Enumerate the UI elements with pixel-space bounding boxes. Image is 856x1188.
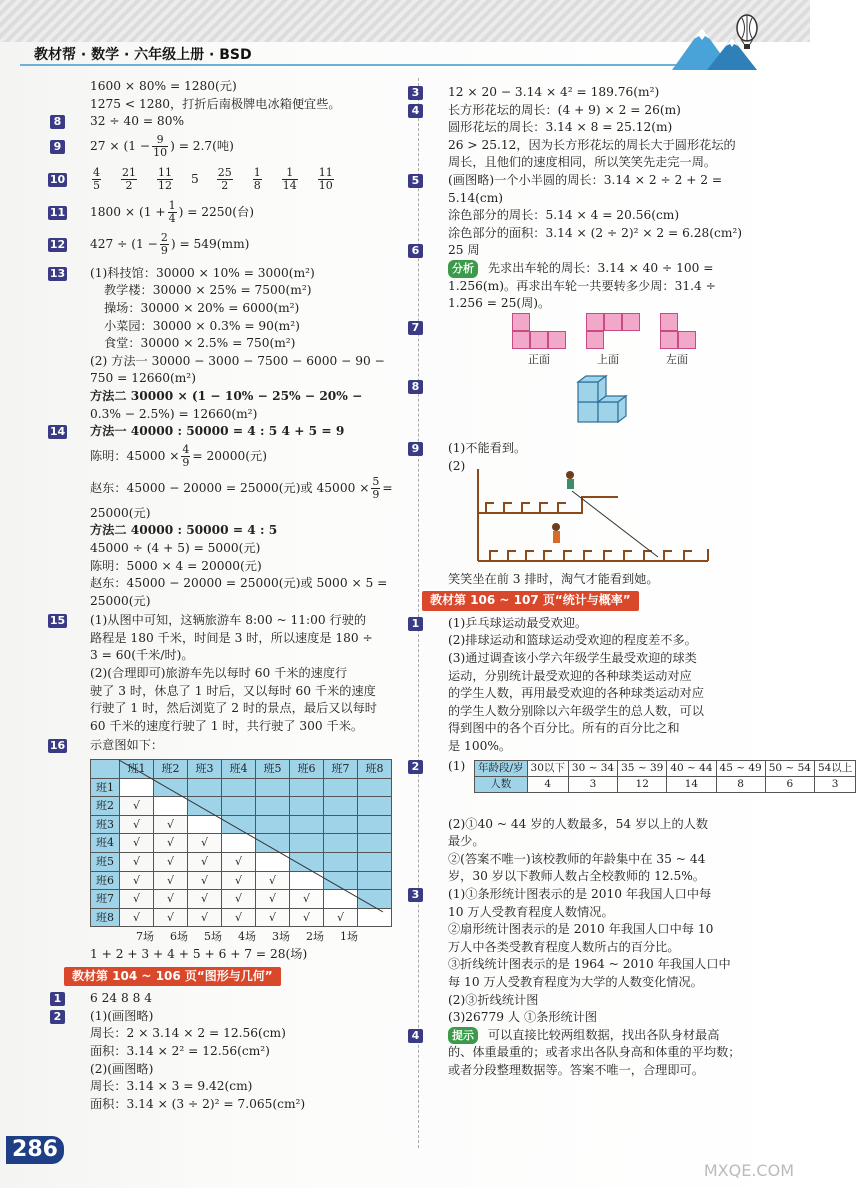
question-11 bbox=[49, 197, 415, 229]
match-check: √ bbox=[154, 908, 188, 927]
header-rule bbox=[20, 64, 720, 66]
diagonal-line bbox=[119, 760, 383, 912]
answer-text: 陈明：45000 × bbox=[90, 448, 180, 463]
match-check: √ bbox=[256, 890, 290, 909]
answer-text: 先求出车轮的周长：3.14 × 40 ÷ 100 = bbox=[487, 260, 714, 275]
fraction bbox=[253, 167, 262, 192]
answer-line: 1.256 = 25(周)。 bbox=[448, 296, 551, 311]
numerator: 11 bbox=[158, 166, 172, 180]
question-10 bbox=[49, 163, 415, 197]
question-number: 4 bbox=[408, 104, 423, 118]
answer-line: (3)通过调查该小学六年级学生最受欢迎的球类 bbox=[448, 651, 697, 666]
age-header: 年龄段/岁 bbox=[475, 760, 528, 776]
page-header bbox=[0, 0, 810, 72]
question-14 bbox=[49, 423, 415, 441]
answer-line: 1 + 2 + 3 + 4 + 5 + 6 + 7 = 28(场) bbox=[90, 946, 308, 961]
numerator: 1 bbox=[168, 199, 176, 213]
question-number: 15 bbox=[49, 614, 66, 628]
fraction bbox=[168, 200, 177, 225]
match-check: √ bbox=[256, 871, 290, 890]
denominator: 4 bbox=[168, 212, 176, 226]
answer-line: 的、体重最重的；或者求出各队身高和体重的平均数； bbox=[448, 1045, 741, 1060]
row-header: 班6 bbox=[91, 871, 120, 890]
answer-line: 运动，分别统计最受欢迎的各种球类运动对应 bbox=[448, 668, 692, 683]
row-header: 班5 bbox=[91, 853, 120, 872]
cube-stack-drawing bbox=[574, 376, 634, 432]
col-header: 班8 bbox=[358, 760, 392, 779]
question-15 bbox=[49, 612, 415, 630]
left-column bbox=[49, 78, 415, 1113]
answer-text: (1) bbox=[448, 758, 466, 773]
match-check: √ bbox=[154, 815, 188, 834]
answer-line bbox=[70, 441, 415, 473]
header-title: 教材帮 · 数学 · 六年级上册 · BSD bbox=[34, 47, 252, 63]
denominator: 10 bbox=[153, 146, 168, 160]
answer-line: 1.256(m)。再求出车轮一共要转多少周：31.4 ÷ bbox=[448, 278, 716, 293]
view-label: 上面 bbox=[597, 352, 619, 366]
question-9-right bbox=[411, 440, 776, 458]
answer-text: 方法一 40000 : 50000 = 4 : 5 4 + 5 = 9 bbox=[90, 424, 345, 439]
question-5 bbox=[411, 172, 776, 190]
section-heading: 教材第 104 ~ 106 页“图形与几何” bbox=[64, 967, 281, 987]
age-count: 14 bbox=[667, 776, 716, 792]
col-header: 班6 bbox=[290, 760, 324, 779]
answer-line: 路程是 180 千米，时间是 3 时，所以速度是 180 ÷ bbox=[90, 630, 373, 645]
age-table bbox=[474, 760, 856, 793]
answer-line: 方法二 30000 × (1 − 10% − 25% − 20% − bbox=[90, 388, 363, 403]
analysis-line bbox=[428, 260, 776, 278]
answer-line: 圆形花坛的周长：3.14 × 8 = 25.12(m) bbox=[448, 120, 673, 135]
answer-line: 万人中各类受教育程度人数所占的百分比。 bbox=[448, 939, 680, 954]
denominator: 2 bbox=[221, 179, 229, 193]
match-check: √ bbox=[256, 908, 290, 927]
match-check: √ bbox=[188, 834, 222, 853]
fraction bbox=[157, 167, 173, 192]
question-3 bbox=[411, 84, 776, 102]
match-check: √ bbox=[120, 908, 154, 927]
question-number: 16 bbox=[49, 739, 66, 753]
question-number: 6 bbox=[408, 244, 423, 258]
answer-line: 0.3% − 2.5%) = 12660(m²) bbox=[90, 406, 258, 421]
row-header: 班3 bbox=[91, 815, 120, 834]
match-count: 7场 bbox=[136, 930, 154, 944]
answer-line: 10 万人受教育程度人数情况。 bbox=[448, 904, 614, 919]
answer-text: (1)科技馆：30000 × 10% = 3000(m²) bbox=[90, 265, 315, 280]
numerator: 1 bbox=[282, 167, 298, 180]
answer-text: 32 ÷ 40 = 80% bbox=[90, 114, 185, 129]
answer-line: 最少。 bbox=[448, 834, 485, 849]
answer-line: 3 = 60(千米/时)。 bbox=[90, 648, 194, 663]
match-check: √ bbox=[120, 871, 154, 890]
match-count: 2场 bbox=[306, 930, 324, 944]
watermark: MXQE.COM bbox=[703, 1161, 794, 1180]
answer-line: 25000(元) bbox=[90, 593, 151, 608]
match-check: √ bbox=[120, 853, 154, 872]
age-count: 8 bbox=[716, 776, 765, 792]
match-count: 1场 bbox=[340, 930, 358, 944]
match-check: √ bbox=[188, 853, 222, 872]
match-check: √ bbox=[222, 890, 256, 909]
answer-line: (2)排球运动和篮球运动受欢迎的程度差不多。 bbox=[448, 633, 697, 648]
numerator: 4 bbox=[182, 443, 190, 457]
answer-line: 陈明：5000 × 4 = 20000(元) bbox=[90, 558, 262, 573]
answer-text: (1)从图中可知，这辆旅游车 8:00 ~ 11:00 行驶的 bbox=[90, 613, 367, 628]
row-header: 班4 bbox=[91, 834, 120, 853]
col-header: 班5 bbox=[256, 760, 290, 779]
answer-line: ③折线统计图表示的是 1964 ~ 2010 年我国人口中 bbox=[448, 957, 731, 972]
question-number: 1 bbox=[408, 617, 423, 631]
numerator: 11 bbox=[318, 166, 333, 180]
answer-text: (1)①条形统计图表示的是 2010 年我国人口中每 bbox=[448, 887, 712, 901]
numerator: 21 bbox=[122, 166, 136, 180]
answer-line: ②(答案不唯一)该校教师的年龄集中在 35 ~ 44 bbox=[448, 851, 706, 866]
answer-line bbox=[70, 473, 415, 505]
page-number: 286 bbox=[6, 1136, 64, 1164]
question-number: 4 bbox=[408, 1029, 423, 1043]
column-divider bbox=[418, 78, 419, 1148]
denominator: 5 bbox=[93, 179, 100, 193]
row-header: 班2 bbox=[91, 797, 120, 816]
answer-line: 周长：2 × 3.14 × 2 = 12.56(cm) bbox=[90, 1026, 286, 1041]
answer-text: (1)(画图略) bbox=[90, 1008, 154, 1023]
denominator: 10 bbox=[318, 179, 333, 193]
answer-line: 得到图中的各个百分比。所有的百分比之和 bbox=[448, 721, 680, 736]
answer-text: ) = 549(mm) bbox=[170, 236, 250, 251]
answer-line: 750 = 12660(m²) bbox=[90, 371, 196, 386]
col-header: 班3 bbox=[188, 760, 222, 779]
answer-line: 面积：3.14 × (3 ÷ 2)² = 7.065(cm²) bbox=[90, 1096, 306, 1111]
col-header: 班7 bbox=[324, 760, 358, 779]
numerator: 1 bbox=[253, 166, 261, 180]
match-check: √ bbox=[222, 853, 256, 872]
answer-line: 行驶了 1 时，然后浏览了 2 时的景点，最后又以每时 bbox=[90, 701, 377, 716]
answer-line: 小菜园：30000 × 0.3% = 90(m²) bbox=[104, 318, 300, 333]
view-labels bbox=[428, 351, 776, 369]
answer-text: = bbox=[382, 480, 393, 495]
denominator: 12 bbox=[158, 179, 172, 193]
age-range: 35 ~ 39 bbox=[618, 760, 667, 776]
answer-line: 或者分段整理数据等。答案不唯一，合理即可。 bbox=[448, 1062, 704, 1077]
answer-text: 12 × 20 − 3.14 × 4² = 189.76(m²) bbox=[448, 85, 660, 99]
match-count-row bbox=[90, 928, 415, 946]
answer-line: 26 > 25.12，因为长方形花坛的周长大于圆形花坛的 bbox=[448, 137, 736, 152]
answer-text: 长方形花坛的周长：(4 + 9) × 2 = 26(m) bbox=[448, 102, 681, 117]
answer-line: 食堂：30000 × 2.5% = 750(m²) bbox=[104, 336, 296, 351]
fraction bbox=[92, 167, 101, 192]
answer-line: (2)①40 ~ 44 岁的人数最多，54 岁以上的人数 bbox=[448, 816, 709, 831]
stats-question-3 bbox=[411, 886, 776, 904]
question-number: 1 bbox=[50, 992, 65, 1006]
match-check: √ bbox=[290, 890, 324, 909]
question-number: 8 bbox=[50, 115, 65, 129]
top-view bbox=[586, 313, 640, 349]
answer-line: 岁，30 岁以下教师人数占全校教师的 12.5%。 bbox=[448, 869, 705, 884]
question-13 bbox=[49, 265, 415, 283]
answer-line: 1275 < 1280，打折后南极牌电冰箱便宜些。 bbox=[90, 96, 341, 111]
col-header: 班2 bbox=[154, 760, 188, 779]
question-number: 13 bbox=[49, 266, 66, 280]
age-range: 30以下 bbox=[527, 760, 568, 776]
fraction bbox=[181, 444, 190, 469]
answer-text: = 20000(元) bbox=[192, 448, 267, 463]
answer-line: 45000 ÷ (4 + 5) = 5000(元) bbox=[90, 540, 261, 555]
answer-line: 周长：3.14 × 3 = 9.42(cm) bbox=[90, 1079, 253, 1094]
question-9 bbox=[53, 131, 415, 163]
numerator: 25 bbox=[217, 166, 232, 180]
age-count: 3 bbox=[814, 776, 855, 792]
match-check: √ bbox=[324, 908, 358, 927]
answer-text: 示意图如下： bbox=[90, 738, 164, 753]
question-number: 12 bbox=[49, 237, 66, 251]
age-range: 54以上 bbox=[814, 760, 855, 776]
col-header: 班4 bbox=[222, 760, 256, 779]
denominator: 9 bbox=[372, 488, 380, 502]
row-header: 班1 bbox=[91, 778, 120, 797]
fraction bbox=[318, 167, 334, 192]
question-number: 10 bbox=[49, 172, 66, 186]
question-number: 14 bbox=[49, 425, 66, 439]
answer-line: (2)(合理即可)旅游车先以每时 60 千米的速度行 bbox=[90, 666, 348, 681]
view-label: 左面 bbox=[666, 352, 688, 366]
whole-number: 5 bbox=[191, 171, 199, 186]
answer-text: 27 × (1 − bbox=[90, 138, 151, 153]
age-count: 6 bbox=[765, 776, 814, 792]
answer-line: 涂色部分的面积：3.14 × (2 ÷ 2)² × 2 = 6.28(cm²) bbox=[448, 225, 743, 240]
age-range: 45 ~ 49 bbox=[716, 760, 765, 776]
denominator: 9 bbox=[182, 456, 190, 470]
answer-line: 周长，且他们的速度相同，所以笑笑先走完一周。 bbox=[448, 155, 717, 170]
match-check: √ bbox=[120, 797, 154, 816]
answer-text: (1)不能看到。 bbox=[448, 440, 527, 455]
answer-text: 6 24 8 8 4 bbox=[90, 991, 153, 1006]
question-12 bbox=[49, 229, 415, 261]
match-check: √ bbox=[154, 890, 188, 909]
age-range: 50 ~ 54 bbox=[765, 760, 814, 776]
answer-line: (2) 方法一 30000 − 3000 − 7500 − 6000 − 90 − bbox=[90, 353, 385, 368]
geometry-question-2 bbox=[53, 1008, 415, 1026]
numerator: 9 bbox=[152, 134, 168, 147]
count-header: 人数 bbox=[475, 776, 528, 792]
answer-line: 5.14(cm) bbox=[448, 190, 504, 205]
numerator: 5 bbox=[372, 475, 380, 489]
front-view bbox=[512, 313, 566, 349]
match-check: √ bbox=[222, 908, 256, 927]
match-check: √ bbox=[188, 890, 222, 909]
denominator: 14 bbox=[282, 179, 297, 193]
answer-text: 25 周 bbox=[448, 243, 480, 258]
answer-line: 操场：30000 × 20% = 6000(m²) bbox=[104, 300, 300, 315]
answer-line: (3)26779 人 ①条形统计图 bbox=[448, 1010, 598, 1025]
fraction bbox=[371, 476, 380, 501]
right-column bbox=[411, 84, 853, 1080]
numerator: 2 bbox=[160, 231, 168, 245]
answer-line: 是 100%。 bbox=[448, 739, 512, 754]
stats-question-1 bbox=[411, 615, 776, 633]
question-number: 5 bbox=[408, 174, 423, 188]
answer-line: (2) bbox=[448, 458, 466, 473]
answer-line: 笑笑坐在前 3 排时，淘气才能看到她。 bbox=[448, 571, 659, 586]
answer-line: 的学生人数分别除以六年级学生的总人数，可以 bbox=[448, 703, 704, 718]
question-number: 2 bbox=[408, 760, 423, 774]
geometry-question-1 bbox=[53, 990, 415, 1008]
age-range: 40 ~ 44 bbox=[667, 760, 716, 776]
question-8 bbox=[53, 113, 415, 131]
match-check: √ bbox=[290, 908, 324, 927]
row-header: 班7 bbox=[91, 890, 120, 909]
match-check: √ bbox=[120, 890, 154, 909]
numerator: 4 bbox=[93, 166, 100, 180]
match-check: √ bbox=[154, 871, 188, 890]
question-16 bbox=[49, 737, 415, 755]
round-robin-diagram bbox=[70, 759, 415, 946]
stats-question-4 bbox=[411, 1027, 776, 1045]
question-number: 9 bbox=[408, 442, 423, 456]
fraction bbox=[160, 232, 169, 257]
match-check: √ bbox=[154, 853, 188, 872]
match-check: √ bbox=[154, 834, 188, 853]
fraction bbox=[152, 134, 168, 159]
analysis-tag: 分析 bbox=[448, 260, 478, 278]
denominator: 8 bbox=[253, 179, 261, 193]
answer-text: 1800 × (1 + bbox=[90, 204, 166, 219]
match-count: 6场 bbox=[170, 930, 188, 944]
answer-line: 教学楼：30000 × 25% = 7500(m²) bbox=[104, 283, 312, 298]
answer-line: 的学生人数，再用最受欢迎的各种球类运动对应 bbox=[448, 686, 704, 701]
question-number: 9 bbox=[50, 140, 65, 154]
stats-question-2 bbox=[411, 758, 853, 816]
answer-text: 赵东：45000 − 20000 = 25000(元)或 45000 × bbox=[90, 480, 370, 495]
match-count: 3场 bbox=[272, 930, 290, 944]
age-count: 12 bbox=[618, 776, 667, 792]
match-count: 4场 bbox=[238, 930, 256, 944]
match-check: √ bbox=[188, 871, 222, 890]
question-4 bbox=[411, 102, 776, 120]
section-heading: 教材第 106 ~ 107 页“统计与概率” bbox=[422, 591, 639, 611]
question-number: 2 bbox=[50, 1010, 65, 1024]
age-count: 3 bbox=[568, 776, 617, 792]
answer-line: 面积：3.14 × 2² = 12.56(cm²) bbox=[90, 1043, 270, 1058]
fraction bbox=[121, 167, 137, 192]
answer-line: (2)(画图略) bbox=[90, 1061, 154, 1076]
row-header: 班8 bbox=[91, 908, 120, 927]
answer-text: (画图略)一个小半圆的周长：3.14 × 2 ÷ 2 + 2 = bbox=[448, 172, 723, 187]
question-6 bbox=[411, 242, 776, 260]
answer-text: (1)乒乓球运动最受欢迎。 bbox=[448, 615, 588, 630]
denominator: 9 bbox=[160, 244, 168, 258]
match-check: √ bbox=[188, 908, 222, 927]
match-check: √ bbox=[120, 834, 154, 853]
question-number: 8 bbox=[408, 380, 423, 394]
answer-line: 1600 × 80% = 1280(元) bbox=[90, 79, 237, 93]
answer-text: 427 ÷ (1 − bbox=[90, 236, 158, 251]
match-check: √ bbox=[120, 815, 154, 834]
answer-line: 60 千米的速度行驶了 1 时，共行驶了 300 千米。 bbox=[90, 718, 364, 733]
question-number: 7 bbox=[408, 321, 423, 335]
theater-seats-drawing bbox=[472, 469, 712, 565]
hint-tag: 提示 bbox=[448, 1027, 478, 1045]
mountain-balloon-icon bbox=[672, 10, 782, 70]
answer-line: 涂色部分的周长：5.14 × 4 = 20.56(cm) bbox=[448, 208, 680, 223]
fraction bbox=[217, 167, 233, 192]
answer-line: 每 10 万人受教育程度为大学的人数变化情况。 bbox=[448, 974, 703, 989]
age-count: 4 bbox=[527, 776, 568, 792]
left-view bbox=[660, 313, 696, 349]
match-check: √ bbox=[222, 871, 256, 890]
view-label: 正面 bbox=[528, 352, 550, 366]
question-number: 11 bbox=[49, 205, 66, 219]
answer-text: ) = 2250(台) bbox=[178, 204, 255, 219]
corner-cell bbox=[91, 760, 120, 779]
answer-text: 可以直接比较两组数据，找出各队身材最高 bbox=[487, 1027, 720, 1042]
age-range: 30 ~ 34 bbox=[568, 760, 617, 776]
question-number: 3 bbox=[408, 86, 423, 100]
col-header: 班1 bbox=[120, 760, 154, 779]
three-views bbox=[428, 313, 776, 349]
answer-line: 25000(元) bbox=[90, 505, 151, 520]
denominator: 2 bbox=[125, 179, 133, 193]
answer-text: ) = 2.7(吨) bbox=[170, 138, 234, 153]
answer-line: ②扇形统计图表示的是 2010 年我国人口中每 10 bbox=[448, 922, 714, 937]
answer-line: (2)③折线统计图 bbox=[448, 992, 539, 1007]
answer-line: 驶了 3 时，休息了 1 时后，又以每时 60 千米的速度 bbox=[90, 683, 376, 698]
fraction bbox=[282, 167, 298, 192]
answer-line: 方法二 40000 : 50000 = 4 : 5 bbox=[90, 523, 278, 538]
answer-line: 赵东：45000 − 20000 = 25000(元)或 5000 × 5 = bbox=[90, 576, 388, 591]
match-count: 5场 bbox=[204, 930, 222, 944]
question-number: 3 bbox=[408, 888, 423, 902]
